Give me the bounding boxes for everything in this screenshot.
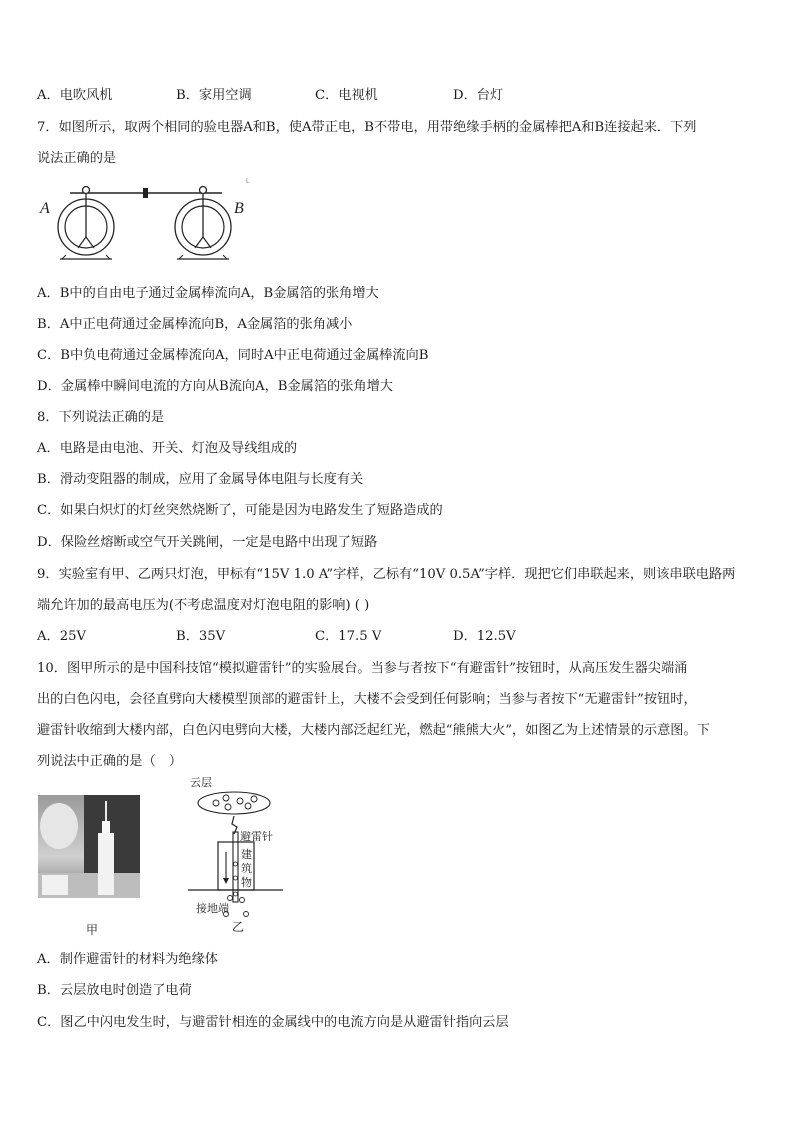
insulated-handle (143, 188, 148, 198)
cloud-label: 云层 (190, 777, 212, 789)
q6-option-b: B．家用空调 (176, 88, 252, 103)
figure-b-caption: 乙 (232, 920, 245, 934)
q7-stem-line2: 说法正确的是 (37, 151, 117, 166)
q10-stem-line1: 10．图甲所示的是中国科技馆“模拟避雷针”的实验展台。当参与者按下“有避雷针”按钮时，从高压发生器尖端涌 (37, 661, 688, 676)
label-a: A (40, 200, 50, 217)
lightning-bolt (232, 816, 237, 834)
building-label-2: 筑 (241, 863, 252, 875)
q8-option-c: C．如果白炽灯的灯丝突然烧断了，可能是因为电路发生了短路造成的 (37, 503, 443, 518)
q10-stem-line4: 列说法中正确的是（ ） (37, 754, 183, 769)
q8-option-d: D．保险丝熔断或空气开关跳闸，一定是电路中出现了短路 (37, 535, 378, 550)
q10-stem-line3: 避雷针收缩到大楼内部，白色闪电劈向大楼，大楼内部泛起红光，燃起“熊熊大火”，如图乙为上述情景的示意图。下 (37, 723, 710, 738)
electroscope-a (58, 187, 114, 260)
q8-option-b: B．滑动变阻器的制成，应用了金属导体电阻与长度有关 (37, 472, 364, 487)
q7-option-a: A．B中的自由电子通过金属棒流向A，B金属箔的张角增大 (37, 286, 379, 301)
rod-label: 避雷针 (240, 831, 273, 843)
figure-a-caption: 甲 (86, 923, 99, 937)
exhibit-photo (38, 795, 140, 898)
q8-option-a: A．电路是由电池、开关、灯泡及导线组成的 (37, 441, 298, 456)
q10-option-a: A．制作避雷针的材料为绝缘体 (37, 952, 218, 967)
q9-stem-line2: 端允许加的最高电压为(不考虑温度对灯泡电阻的影响) ( ) (37, 598, 370, 613)
q7-option-b: B．A中正电荷通过金属棒流向B，A金属箔的张角减小 (37, 317, 353, 332)
q10-option-c: C．图乙中闪电发生时，与避雷针相连的金属线中的电流方向是从避雷针指向云层 (37, 1015, 509, 1030)
lightning-rod-diagram (188, 774, 298, 934)
electroscope-b (175, 187, 231, 260)
q9-option-a: A．25V (37, 629, 87, 644)
q6-option-d: D．台灯 (453, 88, 504, 103)
q7-stem-line1: 7．如图所示，取两个相同的验电器A和B，使A带正电，B不带电，用带绝缘手柄的金属棒把A和B连接起来．下列 (37, 120, 697, 135)
q9-option-c: C．17.5 V (315, 629, 382, 644)
q6-option-a: A．电吹风机 (37, 88, 113, 103)
q6-option-c: C．电视机 (315, 88, 378, 103)
q7-option-d: D．金属棒中瞬间电流的方向从B流向A，B金属箔的张角增大 (37, 379, 393, 394)
q9-option-b: B．35V (176, 629, 226, 644)
q7-option-c: C．B中负电荷通过金属棒流向A，同时A中正电荷通过金属棒流向B (37, 348, 429, 363)
q9-stem-line1: 9．实验室有甲、乙两只灯泡，甲标有“15V 1.0 A”字样，乙标有“10V 0.5A”字样．现把它们串联起来，则该串联电路两 (37, 567, 736, 582)
building-label-1: 建 (241, 849, 252, 861)
electroscope-figure (36, 175, 266, 270)
building-label-3: 物 (241, 877, 252, 889)
q10-stem-line2: 出的白色闪电，会径直劈向大楼模型顶部的避雷针上，大楼不会受到任何影响；当参与者按下“无避雷针”按钮时， (37, 692, 697, 707)
q10-option-b: B．云层放电时创造了电荷 (37, 983, 192, 998)
q8-stem: 8．下列说法正确的是 (37, 410, 165, 425)
ground-label: 接地端 (196, 903, 229, 915)
cloud-shape (198, 792, 270, 814)
q9-option-d: D．12.5V (453, 629, 516, 644)
label-b: B (234, 200, 244, 217)
corner-mark: L (246, 178, 250, 185)
